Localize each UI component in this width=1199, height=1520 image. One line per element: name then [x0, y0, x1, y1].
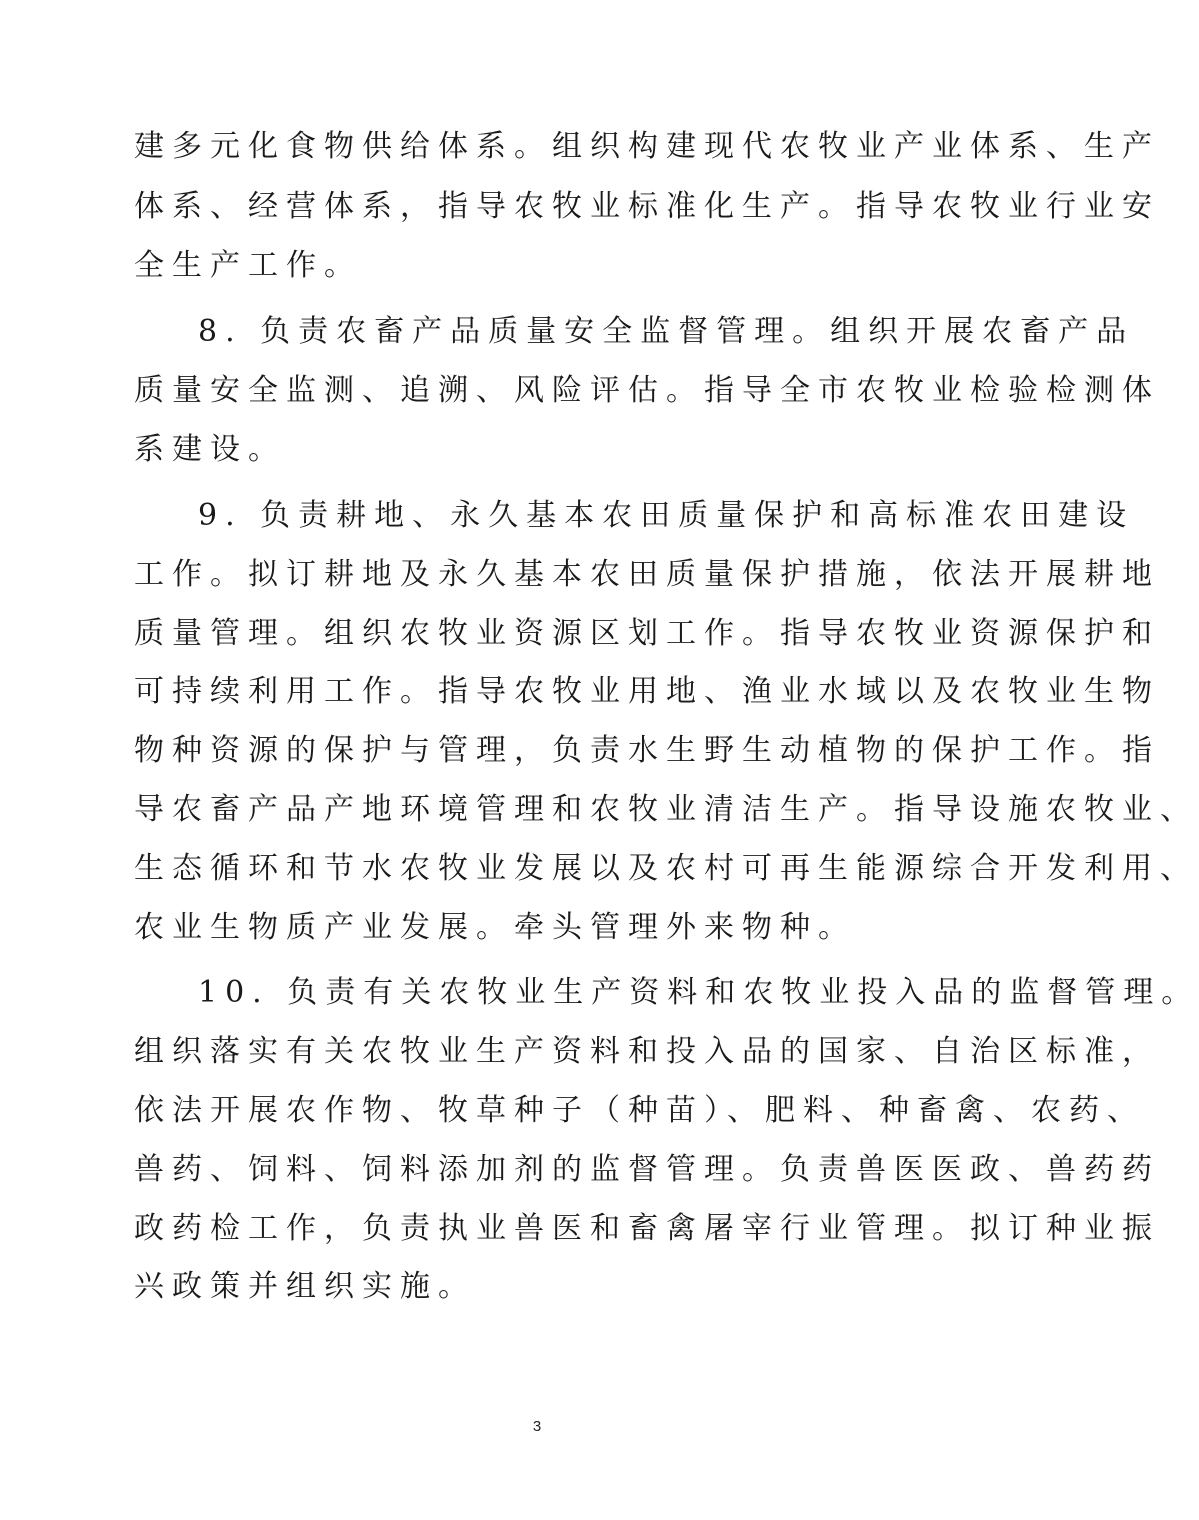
text-line: 兴政策并组织实施。	[134, 1269, 476, 1304]
text-line: 质量管理。组织农牧业资源区划工作。指导农牧业资源保护和	[134, 616, 1160, 651]
paragraph-8-first-line: 8. 负责农畜产品质量安全监督管理。组织开展农畜产品	[198, 314, 1135, 349]
text-line: 体系、经营体系，指导农牧业标准化生产。指导农牧业行业安	[134, 189, 1160, 224]
paragraph-9-first-line: 9. 负责耕地、永久基本农田质量保护和高标准农田建设	[198, 498, 1135, 533]
text-line: 兽药、饲料、饲料添加剂的监督管理。负责兽医医政、兽药药	[134, 1152, 1160, 1187]
text-line: 导农畜产品产地环境管理和农牧业清洁生产。指导设施农牧业、	[134, 792, 1198, 827]
text-line: 依法开展农作物、牧草种子（种苗）、肥料、种畜禽、农药、	[134, 1093, 1145, 1128]
text-line: 生态循环和节水农牧业发展以及农村可再生能源综合开发利用、	[134, 851, 1198, 886]
text-line: 系建设。	[134, 432, 286, 467]
page-number: 3	[532, 1418, 542, 1435]
text-line: 工作。拟订耕地及永久基本农田质量保护措施，依法开展耕地	[134, 557, 1160, 592]
paragraph-10-first-line: 10. 负责有关农牧业生产资料和农牧业投入品的监督管理。	[198, 975, 1199, 1010]
text-line: 可持续利用工作。指导农牧业用地、渔业水域以及农牧业生物	[134, 674, 1160, 709]
text-line: 全生产工作。	[134, 248, 362, 283]
text-line: 政药检工作，负责执业兽医和畜禽屠宰行业管理。拟订种业振	[134, 1211, 1160, 1246]
text-line: 建多元化食物供给体系。组织构建现代农牧业产业体系、生产	[134, 129, 1160, 164]
text-line: 农业生物质产业发展。牵头管理外来物种。	[134, 910, 856, 945]
text-line: 组织落实有关农牧业生产资料和投入品的国家、自治区标准，	[134, 1034, 1160, 1069]
text-line: 质量安全监测、追溯、风险评估。指导全市农牧业检验检测体	[134, 373, 1160, 408]
text-line: 物种资源的保护与管理，负责水生野生动植物的保护工作。指	[134, 733, 1160, 768]
